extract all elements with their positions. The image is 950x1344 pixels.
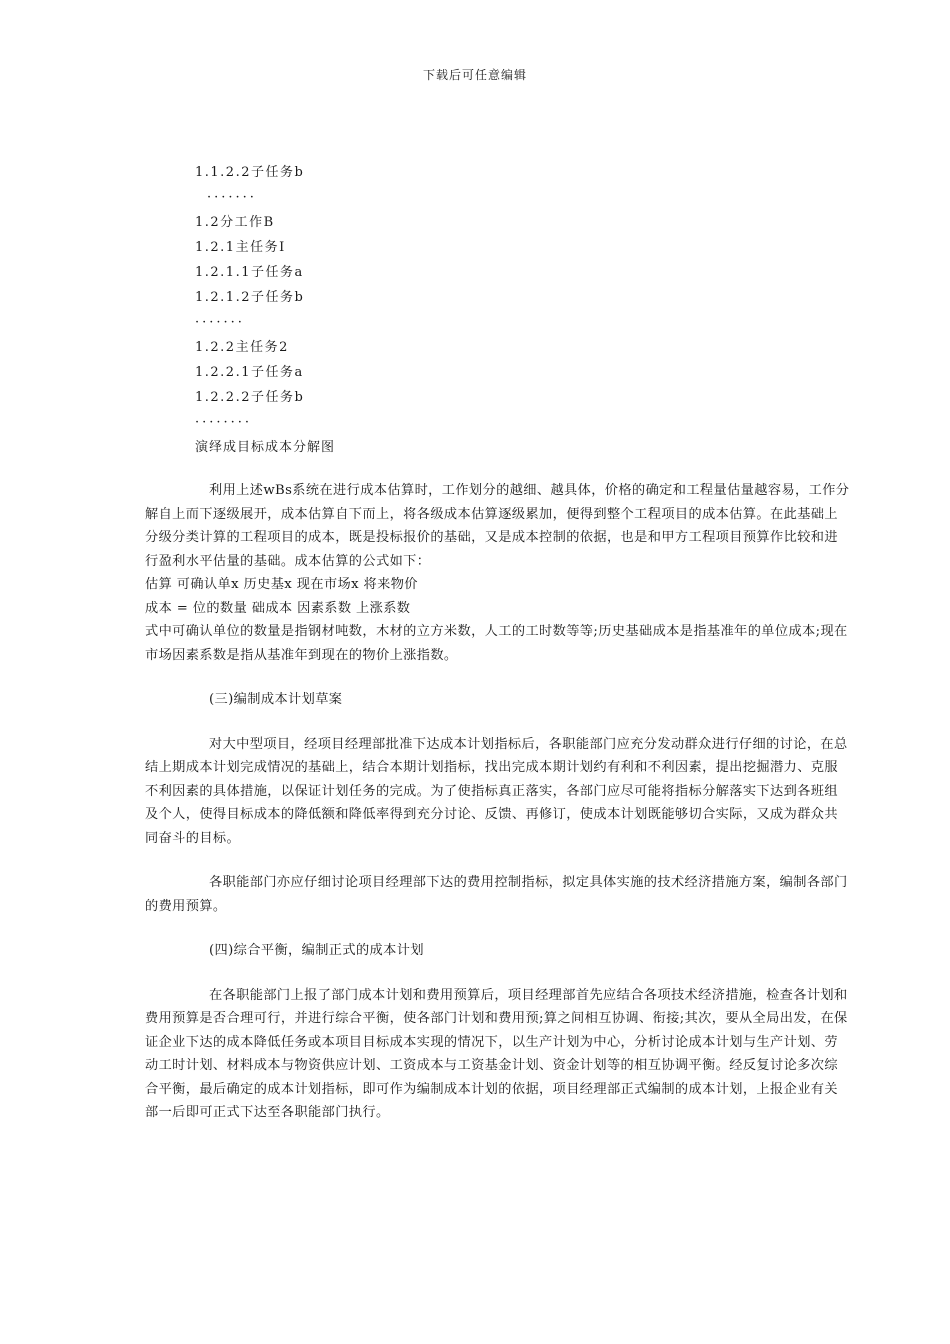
paragraph-formal-plan: 在各职能部门上报了部门成本计划和费用预算后，项目经理部首先应结合各项技术经济措施，检查各计划和费用预算是否合理可行，并进行综合平衡，使各部门计划和费用预;算之间相互协调、衔接;其次，要从全局出发，在保证企业下达的成本降低任务或本项目目标成本实现的情况下，以生产计划为中心，分析讨论成本计划与生产计划、劳动工时计划、材料成本与物资供应计划、工资成本与工资基金计划、资金计划等的相互协调平衡。经反复讨论多次综合平衡，最后确定的成本计划指标，即可作为编制成本计划的依据，项目经理部正式编制的成本计划，上报企业有关部一后即可正式下达至各职能部门执行。 bbox=[145, 987, 848, 1120]
outline-item: 1.2.2主任务2 bbox=[195, 340, 289, 355]
outline-item: 1.2.1.2子任务b bbox=[195, 290, 305, 305]
outline-caption: 演绎成目标成本分解图 bbox=[195, 440, 336, 455]
formula-line-2: 成本 = 位的数量 础成本 因素系数 上涨系数 bbox=[145, 600, 411, 616]
paragraph-formula-explanation: 式中可确认单位的数量是指钢材吨数，木材的立方米数，人工的工时数等等;历史基础成本是指基准年的单位成本;现在市场因素系数是指从基准年到现在的物价上涨指数。 bbox=[145, 624, 848, 663]
outline-ellipsis: ······· bbox=[207, 190, 257, 205]
outline-item: 1.2.2.1子任务a bbox=[195, 365, 304, 380]
paragraph-department-budget: 各职能部门亦应仔细讨论项目经理部下达的费用控制指标，拟定具体实施的技术经济措施方案，编制各部门的费用预算。 bbox=[145, 875, 848, 914]
wbs-outline bbox=[195, 160, 335, 460]
paragraph-draft-plan: 对大中型项目，经项目经理部批准下达成本计划指标后，各职能部门应充分发动群众进行仔细的讨论，在总结上期成本计划完成情况的基础上，结合本期计划指标，找出完成本期计划约有利和不利因素，提出挖掘潜力、克服不利因素的具体措施，以保证计划任务的完成。为了使指标真正落实，各部门应尽可能将指标分解落实下达到各班组及个人，使得目标成本的降低额和降低率得到充分讨论、反馈、再修订，使成本计划既能够切合实际，又成为群众共同奋斗的目标。 bbox=[145, 736, 848, 846]
page-header: 下载后可任意编辑 bbox=[422, 68, 527, 82]
paragraph-wbs-estimation: 利用上述wBs系统在进行成本估算时，工作划分的越细、越具体，价格的确定和工程量估量越容易，工作分解自上而下逐级展开，成本估算自下而上，将各级成本估算逐级累加，便得到整个工程项目的成本估算。在此基础上分级分类计算的工程项目的成本，既是投标报价的基础，又是成本控制的依据，也是和甲方工程项目预算作比较和进行盈利水平估量的基础。成本估算的公式如下： bbox=[145, 483, 850, 569]
outline-item: 1.2.2.2子任务b bbox=[195, 390, 305, 405]
document-body bbox=[145, 479, 850, 1125]
outline-ellipsis: ········ bbox=[195, 415, 253, 430]
section-heading-3: (三)编制成本计划草案 bbox=[209, 692, 343, 707]
section-heading-4: (四)综合平衡，编制正式的成本计划 bbox=[209, 943, 424, 958]
outline-ellipsis: ······· bbox=[195, 315, 245, 330]
outline-item: 1.2分工作B bbox=[195, 215, 275, 230]
outline-item: 1.2.1.1子任务a bbox=[195, 265, 304, 280]
formula-line-1: 估算 可确认单x 历史基x 现在市场x 将来物价 bbox=[145, 577, 418, 592]
outline-item: 1.2.1主任务I bbox=[195, 240, 286, 255]
outline-item: 1.1.2.2子任务b bbox=[195, 165, 305, 180]
